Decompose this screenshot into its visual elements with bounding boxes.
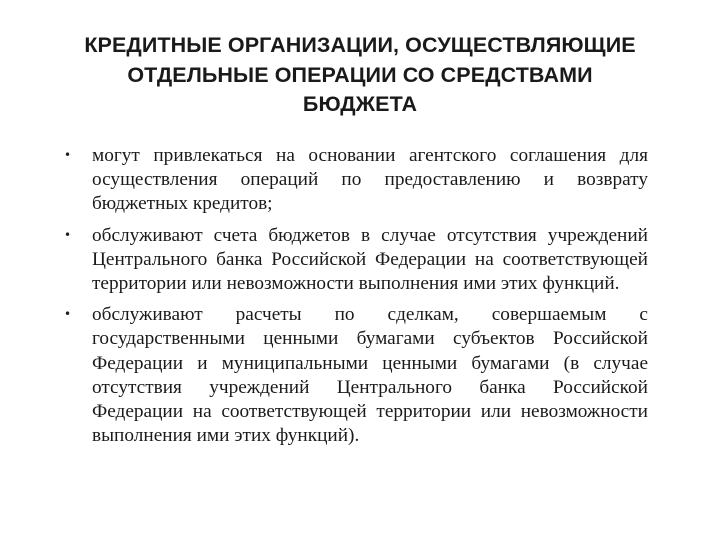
bullet-item xyxy=(62,224,648,297)
slide-title xyxy=(30,31,690,120)
title-line: КРЕДИТНЫЕ ОРГАНИЗАЦИИ, ОСУЩЕСТВЛЯЮЩИЕ xyxy=(84,33,636,57)
bullet-item xyxy=(62,144,648,217)
bullet-item xyxy=(62,303,648,448)
bullet-list xyxy=(62,144,648,455)
bullet-text: обслуживают расчеты по сделкам, совершаемым с государственными ценными бумагами субъектов Российской Федерации и муниципальными ценными бумагами (в случае отсутствия учреждений Центрального банка Российской Федерации на соответствующей территории или невозможности выполнения ими этих функций). xyxy=(92,304,648,447)
title-line: БЮДЖЕТА xyxy=(302,92,418,116)
bullet-icon: • xyxy=(64,148,72,162)
bullet-text: могут привлекаться на основании агентского соглашения для осуществления операций по предоставлению и возврату бюджетных кредитов; xyxy=(92,145,648,215)
bullet-icon: • xyxy=(64,227,72,242)
title-line: ОТДЕЛЬНЫЕ ОПЕРАЦИИ СО СРЕДСТВАМИ xyxy=(127,62,593,87)
bullet-icon: • xyxy=(64,307,72,322)
bullet-text: обслуживают счета бюджетов в случае отсутствия учреждений Центрального банка Российской Федерации на соответствующей территории или невозможности выполнения ими этих функций. xyxy=(92,224,648,295)
